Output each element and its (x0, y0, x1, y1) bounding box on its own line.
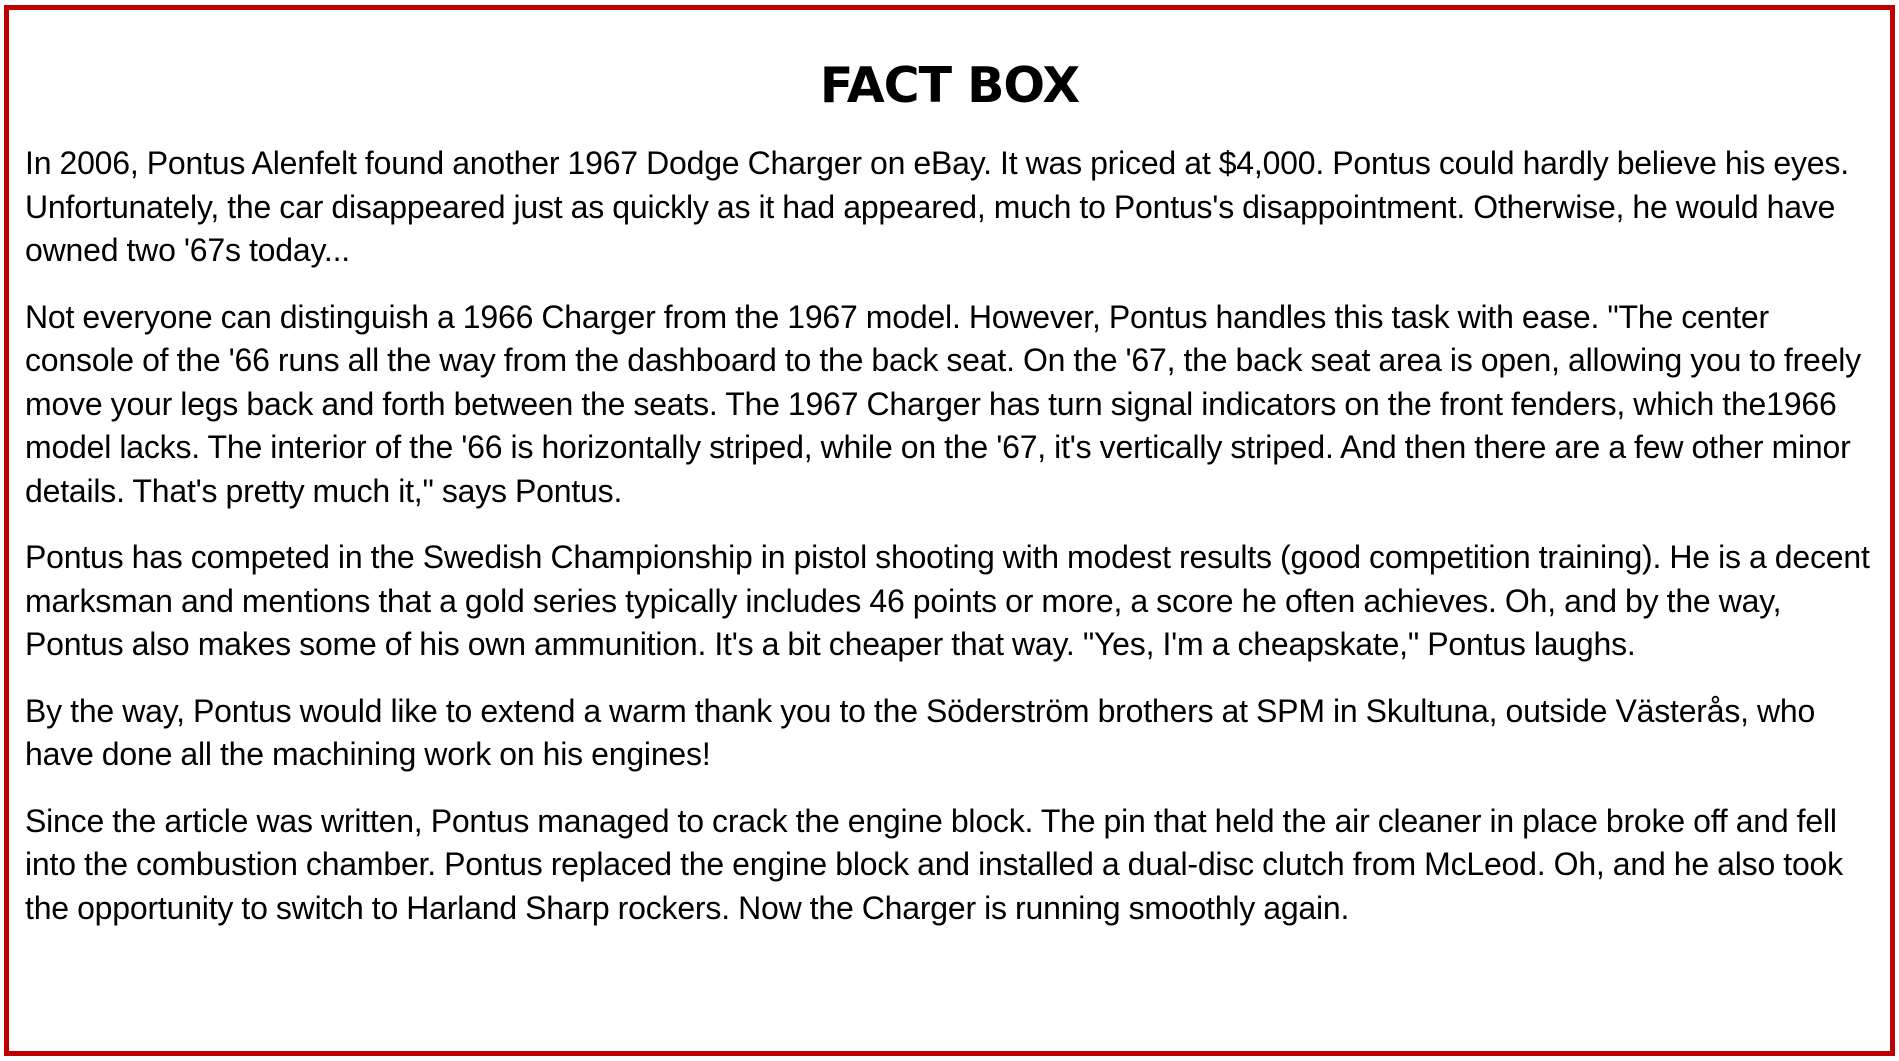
fact-box-content (25, 142, 1874, 930)
paragraph-engine-update: Since the article was written, Pontus managed to crack the engine block. The pin that held the air cleaner in place broke off and fell into the combustion chamber. Pontus replaced the engine block and installed a dual-disc clutch from McLeod. Oh, and he also took the opportunity to switch to Harland Sharp rockers. Now the Charger is running smoothly again. (25, 802, 1843, 926)
paragraph-charger-differences: Not everyone can distinguish a 1966 Charger from the 1967 model. However, Pontus handles this task with ease. "The center console of the '66 runs all the way from the dashboard to the back seat. On the '67, the back seat area is open, allowing you to freely move your legs back and forth between the seats. The 1967 Charger has turn signal indicators on the front fenders, which the1966 model lacks. The interior of the '66 is horizontally striped, while on the '67, it's vertically striped. And then there are a few other minor details. That's pretty much it," says Pontus. (25, 298, 1861, 509)
paragraph-pistol-shooting: Pontus has competed in the Swedish Championship in pistol shooting with modest results (good competition training). He is a decent marksman and mentions that a gold series typically includes 46 points or more, a score he often achieves. Oh, and by the way, Pontus also makes some of his own ammunition. It's a bit cheaper that way. "Yes, I'm a cheapskate," Pontus laughs. (25, 539, 1870, 662)
fact-box (4, 5, 1895, 1056)
paragraph-thanks: By the way, Pontus would like to extend a warm thank you to the Söderström brothers at SPM in Skultuna, outside Västerås, who have done all the machining work on his engines! (25, 692, 1816, 772)
paragraph-ebay-charger: In 2006, Pontus Alenfelt found another 1967 Dodge Charger on eBay. It was priced at $4,000. Pontus could hardly believe his eyes. Unfortunately, the car disappeared just as quickly as it had appeared, much to Pontus's disappointment. Otherwise, he would have owned two '67s today... (25, 145, 1849, 268)
fact-box-title: FACT BOX (819, 57, 1080, 114)
